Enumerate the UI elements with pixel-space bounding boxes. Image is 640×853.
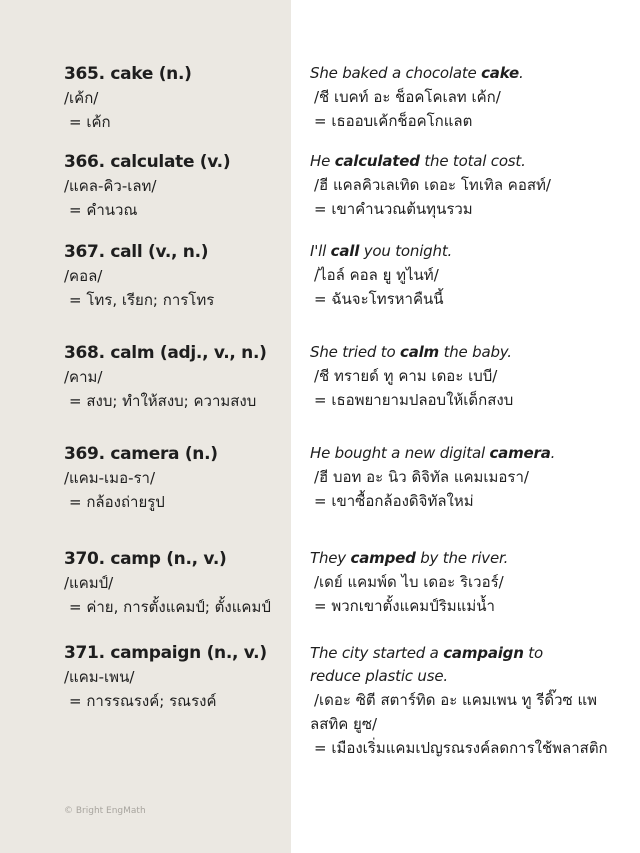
meaning: = คำนวณ bbox=[69, 201, 138, 219]
thai-pronunciation: /ฮี แคลคิวเลเทิด เดอะ โทเทิล คอสท์/ bbox=[314, 176, 551, 194]
entry-371-word-block bbox=[64, 641, 288, 713]
thai-pronunciation: /เดอะ ซิตี สตาร์ทิด อะ แคมเพน ทู รีดิ๊วซ แพ bbox=[314, 691, 598, 709]
sentence-text: the total cost. bbox=[419, 152, 526, 170]
sentence-text: . bbox=[518, 64, 524, 82]
sentence-keyword: calm bbox=[400, 343, 439, 361]
entry-369-example-block bbox=[310, 442, 630, 513]
thai-translation: = เขาซื้อกล้องดิจิทัลใหม่ bbox=[314, 492, 474, 510]
thai-translation: = เธอพยายามปลอบให้เด็กสงบ bbox=[314, 391, 514, 409]
sentence-keyword: calculated bbox=[334, 152, 420, 170]
entry-370-word-block bbox=[64, 547, 288, 619]
pronunciation: /แคม-เมอ-รา/ bbox=[64, 469, 156, 487]
example-sentence bbox=[310, 150, 630, 173]
headword: 370. camp (n., v.) bbox=[64, 549, 227, 569]
example-sentence bbox=[310, 642, 630, 665]
sentence-text: They bbox=[310, 549, 351, 567]
thai-translation: = พวกเขาตั้งแคมป์ริมแม่น้ำ bbox=[314, 597, 495, 615]
thai-translation: = เมืองเริ่มแคมเปญรณรงค์ลดการใช้พลาสติก bbox=[314, 739, 608, 757]
example-sentence bbox=[310, 442, 630, 465]
pronunciation: /คอล/ bbox=[64, 267, 103, 285]
sentence-text: The city started a bbox=[310, 644, 444, 662]
example-sentence bbox=[310, 547, 630, 570]
thai-translation: = ฉันจะโทรหาคืนนี้ bbox=[314, 290, 444, 308]
pronunciation: /แคมป์/ bbox=[64, 574, 114, 592]
example-sentence-line-2: reduce plastic use. bbox=[310, 667, 448, 685]
entry-366-example-block bbox=[310, 150, 630, 221]
sentence-keyword: cake bbox=[481, 64, 519, 82]
sentence-text: the baby. bbox=[439, 343, 512, 361]
sentence-text: to bbox=[523, 644, 543, 662]
sentence-text: by the river. bbox=[415, 549, 509, 567]
entry-367-example-block bbox=[310, 240, 630, 311]
entry-370-example-block bbox=[310, 547, 630, 618]
meaning: = การรณรงค์; รณรงค์ bbox=[69, 692, 217, 710]
headword: 371. campaign (n., v.) bbox=[64, 643, 267, 663]
sentence-text: . bbox=[550, 444, 556, 462]
entry-366-word-block bbox=[64, 150, 288, 222]
pronunciation: /คาม/ bbox=[64, 368, 103, 386]
pronunciation: /เค้ก/ bbox=[64, 89, 99, 107]
entry-369-word-block bbox=[64, 442, 288, 514]
thai-pronunciation: /ชี ทรายด์ ทู คาม เดอะ เบบี/ bbox=[314, 367, 498, 385]
meaning: = ค่าย, การตั้งแคมป์; ตั้งแคมป์ bbox=[69, 598, 271, 616]
headword: 366. calculate (v.) bbox=[64, 152, 231, 172]
pronunciation: /แคล-คิว-เลท/ bbox=[64, 177, 157, 195]
pronunciation: /แคม-เพน/ bbox=[64, 668, 135, 686]
sentence-keyword: camera bbox=[489, 444, 551, 462]
entry-367-word-block bbox=[64, 240, 288, 312]
entry-368-word-block bbox=[64, 341, 288, 413]
sentence-keyword: campaign bbox=[443, 644, 524, 662]
sentence-text: He bought a new digital bbox=[310, 444, 490, 462]
sentence-text: She tried to bbox=[310, 343, 400, 361]
thai-pronunciation: /ไอล์ คอล ยู ทูไนท์/ bbox=[314, 266, 439, 284]
thai-translation: = เธออบเค้กช็อคโกแลต bbox=[314, 112, 473, 130]
sentence-keyword: camped bbox=[350, 549, 416, 567]
thai-pronunciation: /ชี เบคท์ อะ ช็อคโคเลท เค้ก/ bbox=[314, 88, 501, 106]
headword: 368. calm (adj., v., n.) bbox=[64, 343, 267, 363]
headword: 365. cake (n.) bbox=[64, 64, 192, 84]
meaning: = เค้ก bbox=[69, 113, 111, 131]
thai-pronunciation: /เดย์ แคมพ์ด ไบ เดอะ ริเวอร์/ bbox=[314, 573, 504, 591]
meaning: = กล้องถ่ายรูป bbox=[69, 493, 165, 511]
entry-365-example-block bbox=[310, 62, 630, 133]
copyright-footer: © Bright EngMath bbox=[64, 806, 146, 816]
headword: 367. call (v., n.) bbox=[64, 242, 209, 262]
example-sentence bbox=[310, 62, 630, 85]
sentence-text: He bbox=[310, 152, 335, 170]
meaning: = สงบ; ทำให้สงบ; ความสงบ bbox=[69, 392, 257, 410]
sentence-text: She baked a chocolate bbox=[310, 64, 482, 82]
sentence-text: you tonight. bbox=[359, 242, 453, 260]
headword: 369. camera (n.) bbox=[64, 444, 218, 464]
entry-365-word-block bbox=[64, 62, 288, 134]
thai-pronunciation-line-2: ลสทิค ยูซ/ bbox=[310, 715, 378, 733]
meaning: = โทร, เรียก; การโทร bbox=[69, 291, 215, 309]
entry-371-example-block bbox=[310, 642, 630, 760]
example-sentence bbox=[310, 341, 630, 364]
thai-pronunciation: /ฮี บอท อะ นิว ดิจิทัล แคมเมอรา/ bbox=[314, 468, 529, 486]
sentence-text: I'll bbox=[310, 242, 331, 260]
sentence-keyword: call bbox=[330, 242, 360, 260]
entry-368-example-block bbox=[310, 341, 630, 412]
thai-translation: = เขาคำนวณต้นทุนรวม bbox=[314, 200, 473, 218]
example-sentence bbox=[310, 240, 630, 263]
